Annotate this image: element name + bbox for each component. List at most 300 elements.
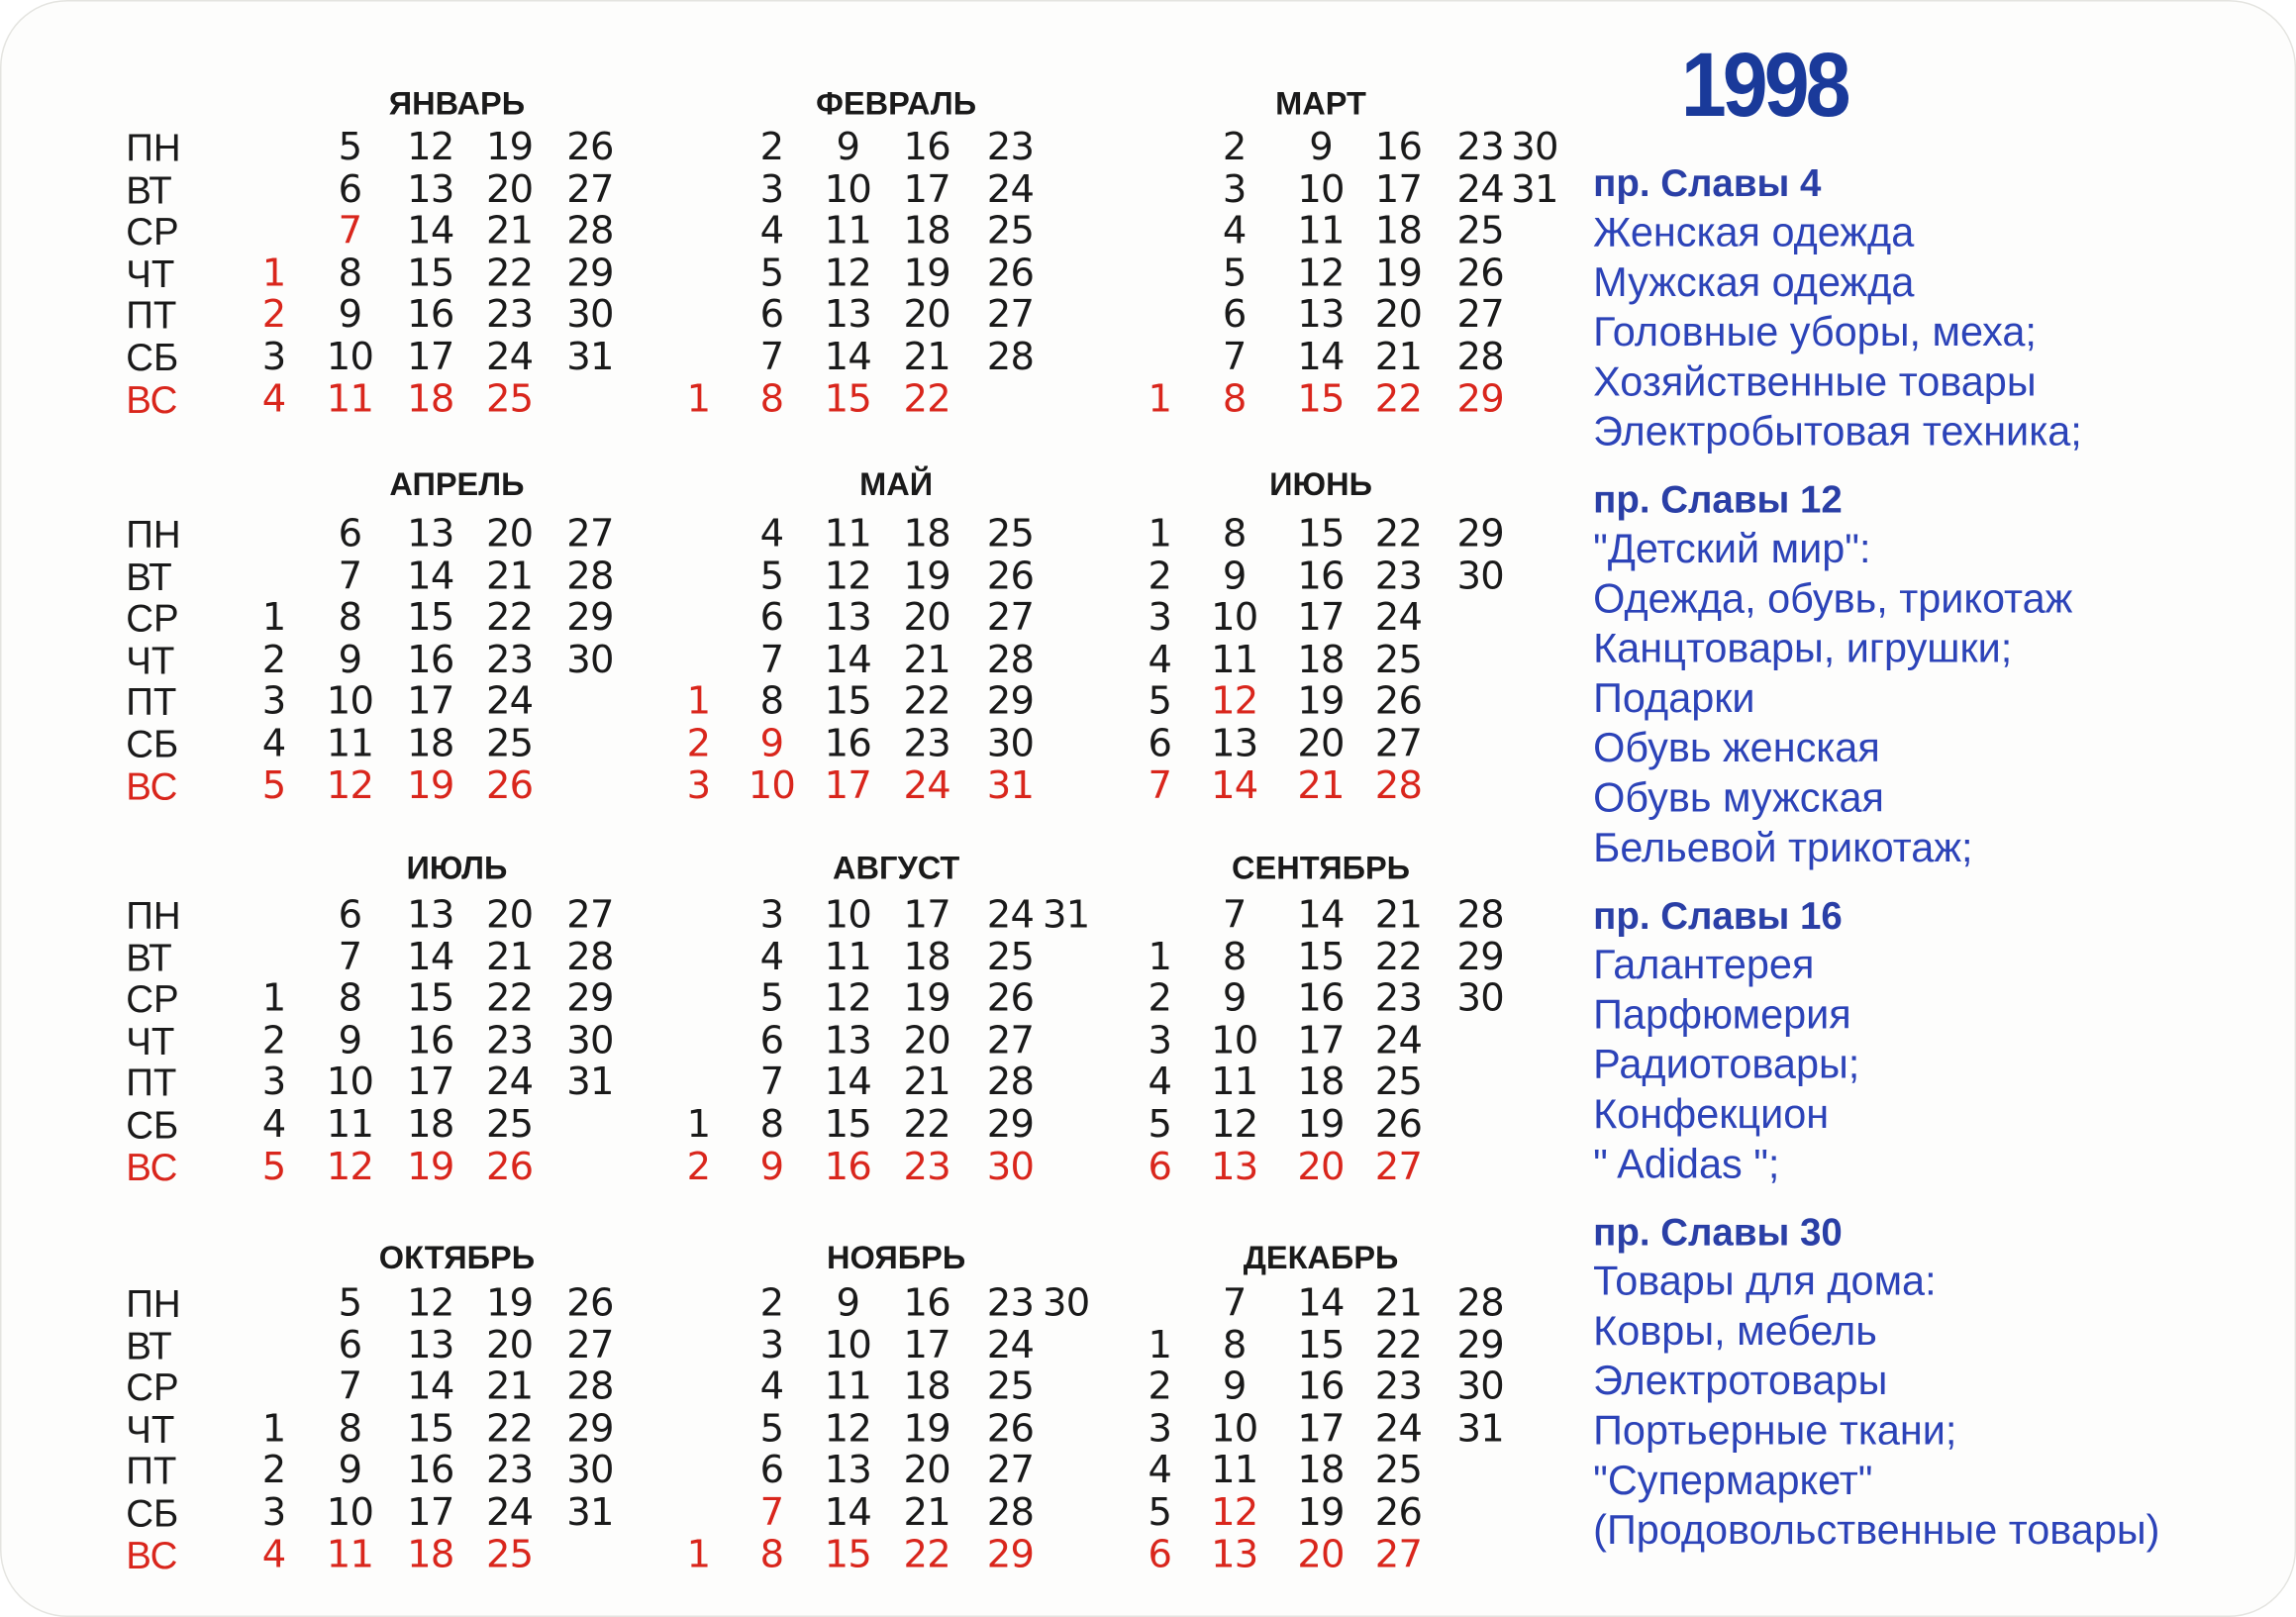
- day-number: 5: [759, 252, 784, 296]
- day-number: 25: [1374, 638, 1423, 683]
- day-number: 21: [903, 335, 950, 380]
- weekday-label: СР: [126, 209, 179, 254]
- day-number: 28: [986, 638, 1035, 683]
- day-number: 22: [1374, 377, 1423, 422]
- day-number: 10: [824, 893, 872, 938]
- day-number: 1: [686, 1102, 711, 1148]
- day-number: 28: [986, 1061, 1035, 1105]
- day-number: 18: [407, 377, 454, 422]
- day-number: 21: [485, 1364, 534, 1410]
- month-name: ДЕКАБРЬ: [1243, 1239, 1399, 1276]
- day-number: 14: [407, 209, 454, 254]
- day-number: 4: [261, 722, 286, 766]
- month-name: МАРТ: [1275, 84, 1366, 122]
- day-number: 26: [1374, 1102, 1423, 1148]
- day-number: 4: [759, 209, 784, 254]
- day-number: 10: [326, 1061, 374, 1105]
- day-number: 10: [1211, 596, 1258, 641]
- store-address: пр. Славы 16: [1593, 893, 1843, 938]
- day-number: 21: [1374, 893, 1423, 938]
- day-number: 7: [759, 335, 784, 380]
- day-number: 27: [1374, 1533, 1423, 1577]
- day-number: 27: [1456, 293, 1505, 338]
- day-number: 27: [1374, 722, 1423, 766]
- store-department: Хозяйственные товары: [1593, 358, 2037, 405]
- day-number: 30: [566, 1019, 614, 1063]
- day-number: 23: [485, 1019, 534, 1063]
- day-number: 16: [824, 722, 872, 766]
- day-number: 25: [1374, 1061, 1423, 1105]
- day-number: 6: [759, 293, 784, 338]
- day-number: 12: [1211, 679, 1258, 725]
- day-number: 17: [903, 893, 950, 938]
- day-number: 2: [261, 1019, 286, 1063]
- day-number: 24: [1374, 1407, 1423, 1452]
- day-number: 3: [759, 167, 784, 212]
- year-title: 1998: [1680, 35, 1847, 137]
- day-number: 12: [326, 1145, 374, 1189]
- day-number: 18: [1297, 1449, 1345, 1493]
- day-number: 6: [1148, 1145, 1172, 1189]
- day-number: 17: [407, 1490, 454, 1536]
- day-number: 27: [566, 167, 614, 212]
- day-number: 10: [824, 167, 872, 212]
- day-number: 20: [1297, 1145, 1345, 1189]
- day-number: 8: [1222, 935, 1247, 979]
- day-number: 23: [986, 1281, 1035, 1326]
- day-number: 26: [986, 1407, 1035, 1452]
- day-number: 8: [759, 377, 784, 422]
- day-number: 30: [1456, 555, 1505, 599]
- store-department: Электробытовая техника;: [1593, 408, 2082, 455]
- month-name: ОКТЯБРЬ: [378, 1239, 536, 1276]
- day-number: 28: [986, 1490, 1035, 1536]
- day-number: 10: [1211, 1019, 1258, 1063]
- day-number: 13: [407, 512, 454, 557]
- day-number: 25: [485, 1102, 534, 1148]
- day-number: 20: [903, 293, 950, 338]
- day-number: 23: [903, 1145, 950, 1189]
- day-number: 12: [824, 252, 872, 296]
- day-number: 23: [485, 293, 534, 338]
- day-number: 27: [566, 893, 614, 938]
- day-number: 6: [759, 1449, 784, 1493]
- day-number: 15: [824, 377, 872, 422]
- day-number: 25: [986, 512, 1035, 557]
- day-number: 30: [1456, 976, 1505, 1022]
- day-number: 16: [1297, 555, 1345, 599]
- day-number: 30: [1042, 1281, 1090, 1326]
- day-number: 4: [759, 1364, 784, 1410]
- day-number: 12: [1211, 1490, 1258, 1536]
- day-number: 13: [407, 1323, 454, 1367]
- day-number: 11: [326, 1533, 374, 1577]
- day-number: 23: [903, 722, 950, 766]
- day-number: 21: [485, 555, 534, 599]
- day-number: 17: [407, 335, 454, 380]
- day-number: 30: [566, 293, 614, 338]
- day-number: 13: [824, 293, 872, 338]
- day-number: 21: [1374, 1281, 1423, 1326]
- store-department: (Продовольственные товары): [1593, 1507, 2160, 1553]
- day-number: 21: [1374, 335, 1423, 380]
- day-number: 25: [485, 1533, 534, 1577]
- day-number: 22: [485, 252, 534, 296]
- day-number: 23: [1374, 1364, 1423, 1410]
- day-number: 8: [759, 679, 784, 725]
- store-department: Обувь мужская: [1593, 774, 1884, 821]
- day-number: 26: [986, 252, 1035, 296]
- day-number: 24: [986, 1323, 1035, 1367]
- day-number: 29: [566, 1407, 614, 1452]
- store-department: Мужская одежда: [1593, 258, 1915, 305]
- day-number: 3: [1148, 1019, 1172, 1063]
- day-number: 9: [759, 722, 784, 766]
- store-block: [1593, 890, 2281, 1189]
- day-number: 11: [1211, 1061, 1258, 1105]
- day-number: 16: [407, 1449, 454, 1493]
- day-number: 5: [1148, 1490, 1172, 1536]
- weekday-label: ВС: [126, 763, 178, 808]
- day-number: 19: [407, 763, 454, 808]
- day-number: 16: [824, 1145, 872, 1189]
- day-number: 30: [1511, 126, 1558, 170]
- day-number: 30: [566, 638, 614, 683]
- day-number: 29: [986, 1533, 1035, 1577]
- day-number: 28: [1374, 763, 1423, 808]
- day-number: 9: [1309, 126, 1333, 170]
- day-number: 16: [407, 1019, 454, 1063]
- day-number: 4: [1148, 1449, 1172, 1493]
- day-number: 3: [261, 1490, 286, 1536]
- day-number: 25: [485, 722, 534, 766]
- day-number: 18: [903, 1364, 950, 1410]
- day-number: 23: [986, 126, 1035, 170]
- day-number: 2: [261, 293, 286, 338]
- day-number: 25: [1456, 209, 1505, 254]
- day-number: 18: [903, 935, 950, 979]
- day-number: 5: [338, 1281, 362, 1326]
- day-number: 27: [566, 512, 614, 557]
- day-number: 14: [1211, 763, 1258, 808]
- day-number: 24: [485, 679, 534, 725]
- day-number: 6: [338, 167, 362, 212]
- day-number: 5: [261, 1145, 286, 1189]
- day-number: 26: [566, 126, 614, 170]
- day-number: 24: [986, 893, 1035, 938]
- day-number: 15: [407, 596, 454, 641]
- day-number: 13: [824, 1449, 872, 1493]
- day-number: 8: [1222, 512, 1247, 557]
- day-number: 14: [407, 1364, 454, 1410]
- day-number: 20: [1374, 293, 1423, 338]
- day-number: 8: [759, 1533, 784, 1577]
- day-number: 19: [485, 1281, 534, 1326]
- day-number: 17: [1297, 1019, 1345, 1063]
- day-number: 22: [903, 377, 950, 422]
- weekday-label: ВС: [126, 1145, 178, 1189]
- day-number: 24: [1374, 1019, 1423, 1063]
- day-number: 3: [759, 893, 784, 938]
- store-block: [1593, 158, 2281, 457]
- day-number: 6: [759, 596, 784, 641]
- store-department: Галантерея: [1593, 942, 1815, 987]
- day-number: 17: [1374, 167, 1423, 212]
- day-number: 11: [824, 512, 872, 557]
- weekday-label: ПТ: [126, 679, 177, 725]
- day-number: 5: [338, 126, 362, 170]
- day-number: 20: [485, 167, 534, 212]
- day-number: 21: [1297, 763, 1345, 808]
- weekday-label: СБ: [126, 722, 179, 766]
- store-department: "Детский мир":: [1593, 526, 1871, 571]
- day-number: 23: [1374, 555, 1423, 599]
- day-number: 30: [986, 1145, 1035, 1189]
- store-department: Подарки: [1593, 674, 1755, 721]
- month-name: АВГУСТ: [833, 849, 960, 886]
- day-number: 21: [485, 935, 534, 979]
- day-number: 5: [1148, 679, 1172, 725]
- day-number: 28: [986, 335, 1035, 380]
- day-number: 20: [903, 1449, 950, 1493]
- day-number: 15: [1297, 935, 1345, 979]
- weekday-label: ВТ: [126, 555, 172, 599]
- day-number: 14: [824, 1490, 872, 1536]
- day-number: 18: [903, 512, 950, 557]
- day-number: 24: [485, 335, 534, 380]
- day-number: 17: [1297, 596, 1345, 641]
- store-department: Бельевой трикотаж;: [1593, 824, 1973, 870]
- day-number: 17: [407, 1061, 454, 1105]
- day-number: 29: [1456, 512, 1505, 557]
- day-number: 20: [903, 1019, 950, 1063]
- day-number: 10: [326, 335, 374, 380]
- day-number: 28: [1456, 893, 1505, 938]
- day-number: 16: [903, 126, 950, 170]
- day-number: 14: [1297, 1281, 1345, 1326]
- day-number: 15: [407, 252, 454, 296]
- store-department: Радиотовары;: [1593, 1041, 1860, 1087]
- day-number: 26: [986, 555, 1035, 599]
- day-number: 26: [986, 976, 1035, 1022]
- day-number: 21: [903, 1061, 950, 1105]
- day-number: 9: [836, 1281, 860, 1326]
- day-number: 29: [566, 252, 614, 296]
- day-number: 2: [1148, 976, 1172, 1022]
- day-number: 15: [1297, 1323, 1345, 1367]
- day-number: 23: [1374, 976, 1423, 1022]
- day-number: 24: [485, 1061, 534, 1105]
- store-block: [1593, 474, 2281, 872]
- month-name: ФЕВРАЛЬ: [816, 84, 977, 122]
- day-number: 31: [986, 763, 1035, 808]
- weekday-label: ПН: [126, 893, 181, 938]
- day-number: 3: [759, 1323, 784, 1367]
- day-number: 6: [1148, 722, 1172, 766]
- day-number: 1: [261, 976, 286, 1022]
- weekday-label: СР: [126, 1364, 179, 1410]
- store-department: Ковры, мебель: [1593, 1307, 1877, 1354]
- day-number: 16: [407, 638, 454, 683]
- day-number: 27: [986, 1019, 1035, 1063]
- day-number: 24: [903, 763, 950, 808]
- day-number: 3: [261, 1061, 286, 1105]
- store-directory: [1593, 158, 2281, 1573]
- day-number: 25: [986, 209, 1035, 254]
- day-number: 2: [759, 126, 784, 170]
- day-number: 1: [686, 377, 711, 422]
- day-number: 29: [986, 1102, 1035, 1148]
- month-name: ИЮЛЬ: [406, 849, 508, 886]
- day-number: 8: [759, 1102, 784, 1148]
- weekday-label: ВС: [126, 1533, 178, 1577]
- day-number: 24: [1456, 167, 1505, 212]
- day-number: 7: [338, 209, 362, 254]
- store-department: Женская одежда: [1593, 209, 1915, 255]
- day-number: 3: [261, 679, 286, 725]
- day-number: 12: [824, 555, 872, 599]
- day-number: 14: [824, 1061, 872, 1105]
- day-number: 4: [1148, 638, 1172, 683]
- day-number: 12: [1211, 1102, 1258, 1148]
- day-number: 19: [903, 555, 950, 599]
- day-number: 29: [566, 596, 614, 641]
- day-number: 18: [1297, 638, 1345, 683]
- store-department: Канцтовары, игрушки;: [1593, 625, 2013, 671]
- day-number: 11: [824, 1364, 872, 1410]
- day-number: 6: [338, 893, 362, 938]
- day-number: 18: [407, 722, 454, 766]
- day-number: 4: [759, 935, 784, 979]
- day-number: 19: [1374, 252, 1423, 296]
- day-number: 8: [338, 252, 362, 296]
- day-number: 28: [566, 555, 614, 599]
- day-number: 14: [407, 935, 454, 979]
- day-number: 12: [824, 1407, 872, 1452]
- day-number: 4: [261, 1102, 286, 1148]
- day-number: 9: [338, 638, 362, 683]
- day-number: 18: [407, 1102, 454, 1148]
- day-number: 11: [326, 1102, 374, 1148]
- day-number: 15: [1297, 512, 1345, 557]
- day-number: 27: [986, 596, 1035, 641]
- day-number: 19: [485, 126, 534, 170]
- store-department: Товары для дома:: [1593, 1258, 1937, 1304]
- weekday-label: СБ: [126, 1490, 179, 1536]
- day-number: 14: [1297, 335, 1345, 380]
- day-number: 29: [1456, 935, 1505, 979]
- day-number: 4: [1222, 209, 1247, 254]
- day-number: 13: [1211, 1145, 1258, 1189]
- day-number: 10: [1211, 1407, 1258, 1452]
- day-number: 9: [338, 293, 362, 338]
- day-number: 19: [903, 976, 950, 1022]
- day-number: 15: [1297, 377, 1345, 422]
- day-number: 2: [1222, 126, 1247, 170]
- day-number: 4: [261, 1533, 286, 1577]
- day-number: 26: [566, 1281, 614, 1326]
- day-number: 5: [759, 976, 784, 1022]
- day-number: 16: [1374, 126, 1423, 170]
- day-number: 15: [407, 1407, 454, 1452]
- store-department: Головные уборы, меха;: [1593, 309, 2037, 354]
- day-number: 5: [261, 763, 286, 808]
- day-number: 25: [986, 935, 1035, 979]
- store-department: Одежда, обувь, трикотаж: [1593, 575, 2073, 622]
- day-number: 5: [1222, 252, 1247, 296]
- day-number: 15: [824, 1102, 872, 1148]
- day-number: 10: [748, 763, 796, 808]
- day-number: 11: [326, 722, 374, 766]
- day-number: 3: [1148, 1407, 1172, 1452]
- weekday-label: ПН: [126, 126, 181, 170]
- day-number: 31: [566, 1061, 614, 1105]
- day-number: 22: [1374, 512, 1423, 557]
- day-number: 11: [1211, 638, 1258, 683]
- day-number: 2: [261, 638, 286, 683]
- day-number: 11: [824, 209, 872, 254]
- day-number: 13: [407, 167, 454, 212]
- day-number: 9: [836, 126, 860, 170]
- day-number: 4: [1148, 1061, 1172, 1105]
- weekday-label: СБ: [126, 1102, 179, 1148]
- day-number: 2: [759, 1281, 784, 1326]
- weekday-label: СР: [126, 596, 179, 641]
- day-number: 8: [1222, 377, 1247, 422]
- day-number: 3: [1148, 596, 1172, 641]
- day-number: 26: [1374, 1490, 1423, 1536]
- weekday-label: ВТ: [126, 167, 172, 212]
- weekday-label: ПН: [126, 512, 181, 557]
- day-number: 22: [903, 1102, 950, 1148]
- day-number: 1: [686, 679, 711, 725]
- day-number: 24: [485, 1490, 534, 1536]
- day-number: 1: [261, 252, 286, 296]
- day-number: 17: [1297, 1407, 1345, 1452]
- day-number: 19: [903, 252, 950, 296]
- weekday-label: ЧТ: [126, 252, 175, 296]
- day-number: 28: [566, 209, 614, 254]
- day-number: 2: [261, 1449, 286, 1493]
- day-number: 16: [1297, 1364, 1345, 1410]
- day-number: 11: [824, 935, 872, 979]
- day-number: 1: [261, 596, 286, 641]
- day-number: 27: [566, 1323, 614, 1367]
- weekday-label: ПТ: [126, 293, 177, 338]
- day-number: 9: [338, 1019, 362, 1063]
- weekday-label: ЧТ: [126, 638, 175, 683]
- store-department: Конфекцион: [1593, 1091, 1830, 1137]
- day-number: 18: [903, 209, 950, 254]
- day-number: 5: [759, 1407, 784, 1452]
- day-number: 19: [903, 1407, 950, 1452]
- day-number: 9: [759, 1145, 784, 1189]
- day-number: 22: [485, 1407, 534, 1452]
- day-number: 30: [986, 722, 1035, 766]
- day-number: 20: [485, 512, 534, 557]
- day-number: 26: [485, 763, 534, 808]
- day-number: 22: [1374, 935, 1423, 979]
- day-number: 16: [1297, 976, 1345, 1022]
- day-number: 14: [824, 638, 872, 683]
- day-number: 6: [1148, 1533, 1172, 1577]
- day-number: 1: [1148, 377, 1172, 422]
- day-number: 9: [338, 1449, 362, 1493]
- day-number: 12: [1297, 252, 1345, 296]
- day-number: 29: [986, 679, 1035, 725]
- day-number: 7: [338, 1364, 362, 1410]
- day-number: 31: [566, 1490, 614, 1536]
